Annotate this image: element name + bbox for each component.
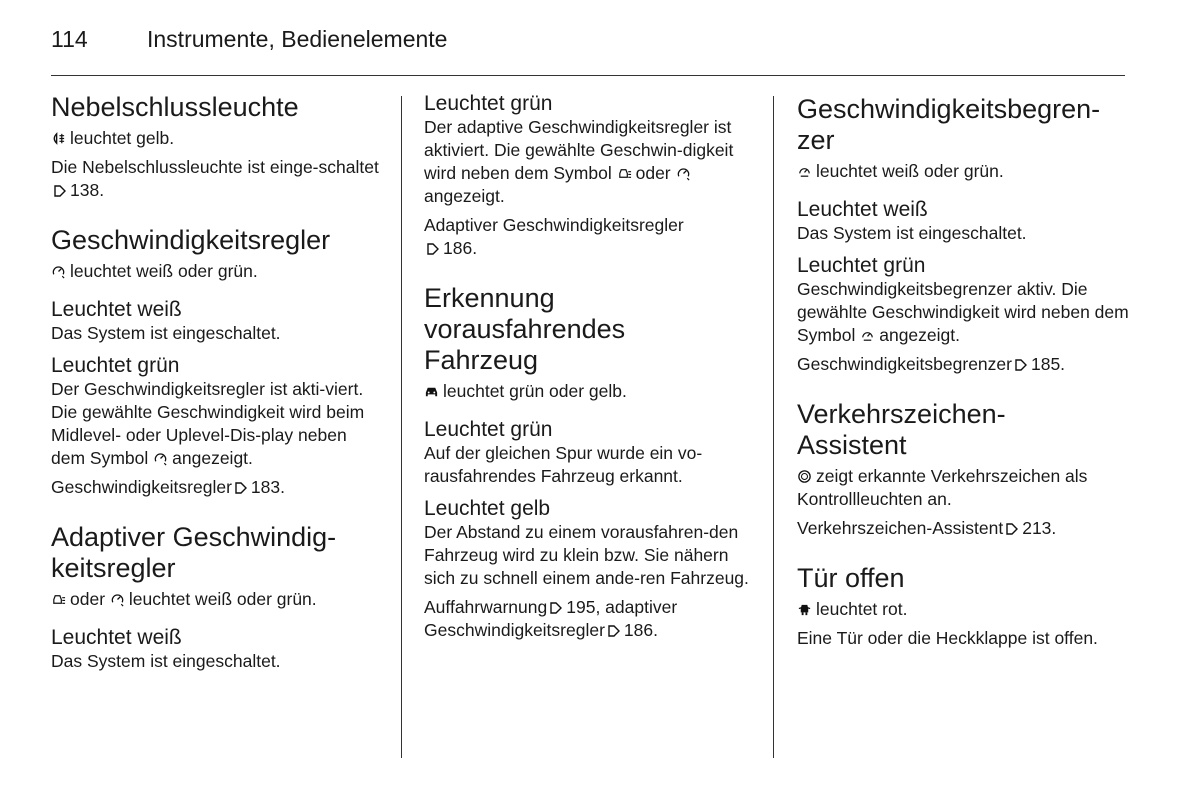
page-header — [51, 26, 447, 53]
gr-weiss-text: Das System ist eingeschaltet. — [51, 323, 281, 343]
speed-limiter-icon — [797, 164, 812, 179]
heading-geschwindigkeitsbegrenzer: Geschwindigkeitsbegren-zer — [797, 94, 1101, 155]
adaptive-cruise-icon — [617, 166, 632, 181]
heading-verkehrszeichen-assistent: Verkehrszeichen-Assistent — [797, 399, 1006, 460]
column-1 — [51, 92, 381, 673]
page-ref-arrow-icon — [605, 620, 624, 640]
page-ref-arrow-icon — [547, 597, 566, 617]
cruise-control-icon — [51, 264, 66, 279]
column-divider-2 — [773, 96, 774, 758]
fog-light-icon — [51, 131, 66, 146]
heading-erkennung-vorausfahrendes-fahrzeug: Erkennung vorausfahrendes Fahrzeug — [424, 283, 626, 375]
tuer-description: Eine Tür oder die Heckklappe ist offen. — [797, 628, 1098, 648]
gr-reference: Geschwindigkeitsregler 183. — [51, 477, 285, 497]
vz-reference: Verkehrszeichen-Assistent 213. — [797, 518, 1057, 538]
subheading-gb-gruen: Leuchtet grün — [797, 254, 926, 277]
page-ref-arrow-icon — [232, 477, 251, 497]
column-2 — [424, 92, 759, 642]
page-ref-arrow-icon — [1012, 354, 1031, 374]
subheading-gr-weiss: Leuchtet weiß — [51, 298, 182, 321]
gb-status: leuchtet weiß oder grün. — [797, 160, 1132, 183]
vehicle-ahead-icon — [424, 384, 439, 399]
subheading-agr-gruen: Leuchtet grün — [424, 92, 553, 115]
agr-gruen-text: Der adaptive Geschwindigkeitsregler ist aktiviert. Die gewählte Geschwin-digkeit wird neben dem Symbol oder angezeigt. — [424, 117, 734, 206]
agr-status: oder leuchtet weiß oder grün. — [51, 588, 381, 611]
heading-nebelschlussleuchte: Nebelschlussleuchte — [51, 92, 299, 122]
cruise-control-icon — [676, 166, 691, 181]
column-3 — [797, 94, 1132, 650]
column-divider-1 — [401, 96, 402, 758]
gr-gruen-text: Der Geschwindigkeitsregler ist akti-viert. Die gewählte Geschwindigkeit wird beim Midlevel- oder Uplevel-Dis-play neben dem Symbol angezeigt. — [51, 379, 365, 468]
heading-tuer-offen: Tür offen — [797, 563, 905, 593]
speed-limiter-icon — [860, 328, 875, 343]
tuer-status: leuchtet rot. — [797, 598, 1132, 621]
page-section-title: Instrumente, Bedienelemente — [147, 26, 448, 52]
ev-gruen-text: Auf der gleichen Spur wurde ein vo-rausfahrendes Fahrzeug erkannt. — [424, 443, 703, 486]
door-open-icon — [797, 602, 812, 617]
heading-adaptiver-geschwindigkeitsregler: Adaptiver Geschwindig-keitsregler — [51, 522, 337, 583]
ev-status: leuchtet grün oder gelb. — [424, 380, 759, 403]
gb-reference: Geschwindigkeitsbegrenzer 185. — [797, 354, 1066, 374]
header-rule — [51, 75, 1125, 76]
page-number: 114 — [51, 26, 88, 52]
vz-status: zeigt erkannte Verkehrszeichen als Kontrollleuchten an. — [797, 466, 1088, 509]
nebel-description: Die Nebelschlussleuchte ist einge-schaltet138. — [51, 157, 379, 200]
gb-weiss-text: Das System ist eingeschaltet. — [797, 223, 1027, 243]
ev-gelb-text: Der Abstand zu einem vorausfahren-den Fahrzeug wird zu klein bzw. Sie nähern sich zu schnell einem ande-ren Fahrzeug. — [424, 522, 749, 588]
heading-geschwindigkeitsregler: Geschwindigkeitsregler — [51, 225, 331, 255]
cruise-control-icon — [153, 451, 168, 466]
subheading-ev-gelb: Leuchtet gelb — [424, 497, 551, 520]
subheading-gb-weiss: Leuchtet weiß — [797, 198, 928, 221]
subheading-agr-weiss: Leuchtet weiß — [51, 626, 182, 649]
agr-reference: Adaptiver Geschwindigkeitsregler 186. — [424, 215, 684, 258]
page-ref-arrow-icon — [51, 180, 70, 200]
cruise-control-icon — [110, 592, 125, 607]
page-ref-arrow-icon — [1003, 518, 1022, 538]
subheading-ev-gruen: Leuchtet grün — [424, 418, 553, 441]
agr-weiss-text: Das System ist eingeschaltet. — [51, 651, 281, 671]
gr-status: leuchtet weiß oder grün. — [51, 260, 381, 283]
subheading-gr-gruen: Leuchtet grün — [51, 354, 180, 377]
page-ref-arrow-icon — [424, 238, 443, 258]
nebel-status: leuchtet gelb. — [51, 127, 381, 150]
traffic-sign-icon — [797, 469, 812, 484]
gb-gruen-text: Geschwindigkeitsbegrenzer aktiv. Die gewählte Geschwindigkeit wird neben dem Symbol angezeigt. — [797, 279, 1129, 345]
adaptive-cruise-icon — [51, 592, 66, 607]
ev-reference: Auffahrwarnung 195, adaptiver Geschwindigkeitsregler 186. — [424, 597, 678, 640]
